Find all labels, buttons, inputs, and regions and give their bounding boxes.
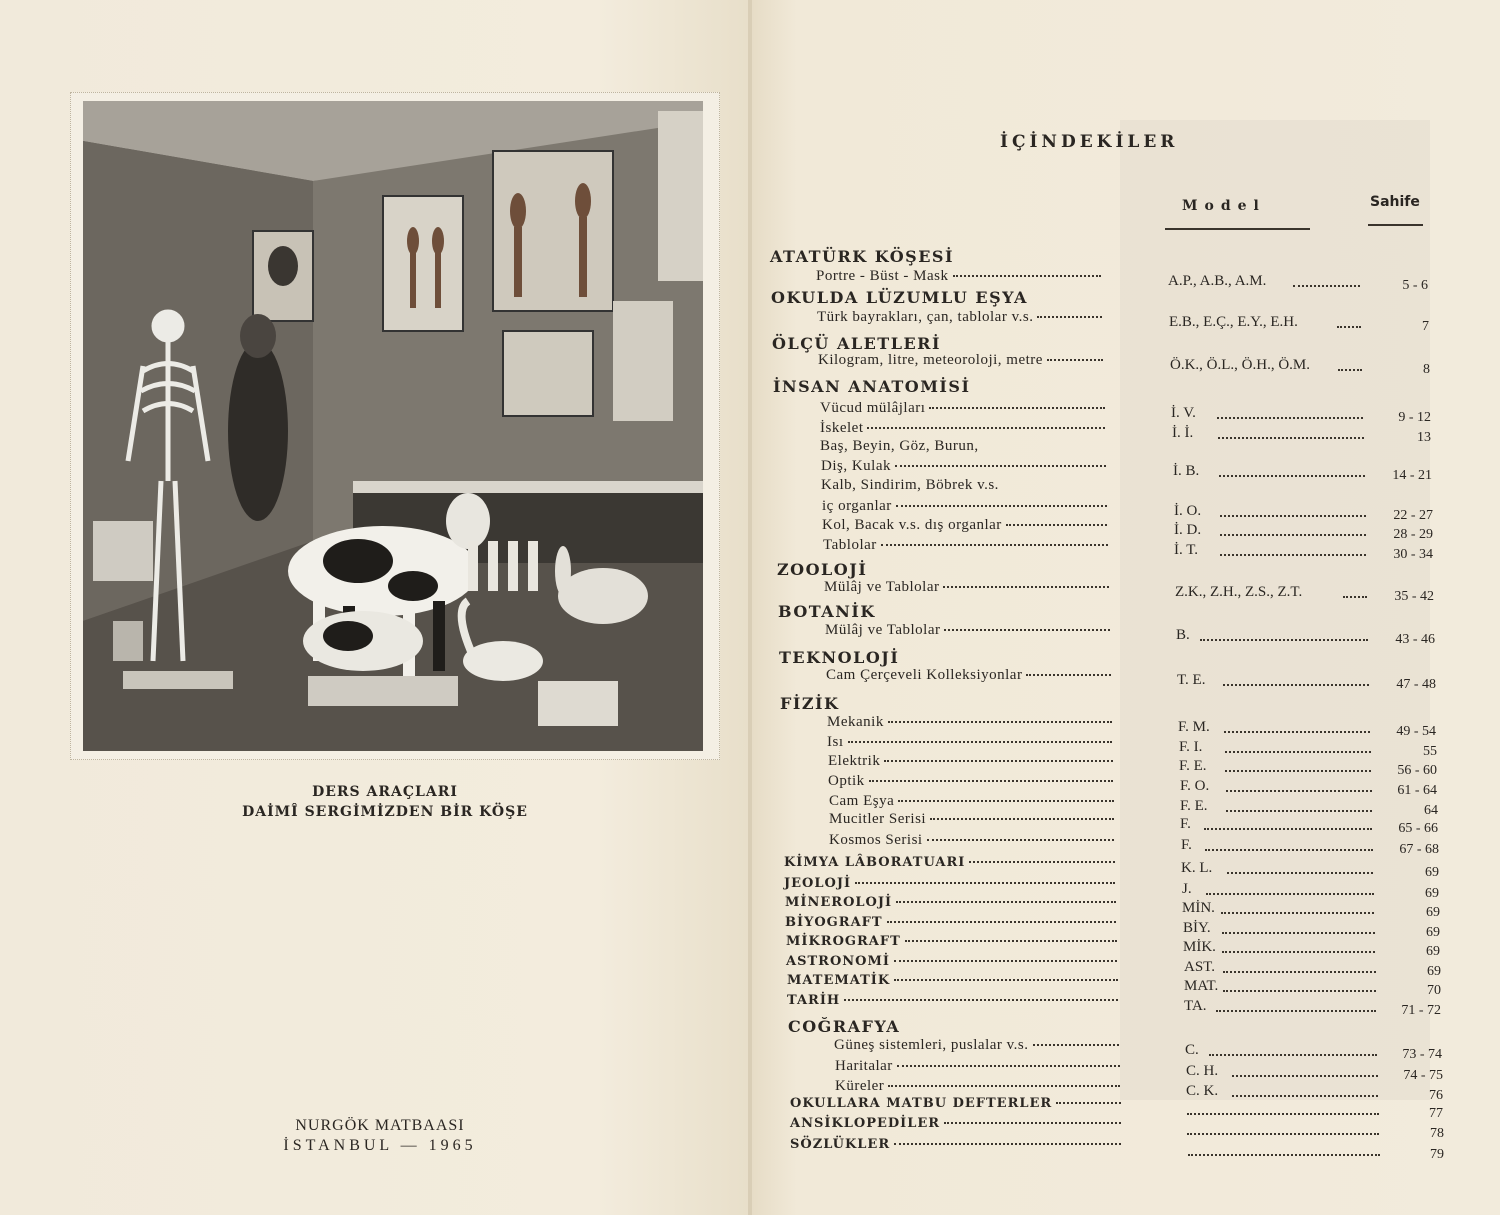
toc-page-number: 76 xyxy=(1429,1088,1443,1103)
dot-leader xyxy=(898,800,1114,802)
toc-model-code: MİN. xyxy=(1182,900,1215,916)
toc-entry-label: Mucitler Serisi xyxy=(829,811,927,827)
toc-model-code: İ. O. xyxy=(1174,503,1202,519)
toc-entry-label: KİMYA LÂBORATUARI xyxy=(784,855,966,870)
model-dot-leader xyxy=(1222,932,1375,934)
toc-entry xyxy=(788,1017,900,1036)
toc-page-number: 43 - 46 xyxy=(1395,632,1435,647)
dot-leader xyxy=(894,1143,1121,1145)
printer-name: NURGÖK MATBAASI xyxy=(295,1117,465,1134)
dot-leader xyxy=(848,741,1112,743)
toc-entry-label: ÖLÇÜ ALETLERİ xyxy=(772,334,941,353)
toc-entry xyxy=(771,288,1028,307)
toc-entry xyxy=(787,973,1118,988)
caption-line-2: DAİMÎ SERGİMİZDEN BİR KÖŞE xyxy=(242,804,528,820)
dot-leader xyxy=(953,275,1101,277)
toc-entry xyxy=(786,934,1117,949)
dot-leader xyxy=(1033,1044,1119,1046)
toc-page-number: 69 xyxy=(1425,886,1439,901)
model-dot-leader xyxy=(1220,554,1366,556)
model-dot-leader xyxy=(1187,1113,1379,1115)
model-dot-leader xyxy=(1338,369,1362,371)
model-dot-leader xyxy=(1206,893,1374,895)
model-dot-leader xyxy=(1226,810,1372,812)
toc-entry xyxy=(827,734,1112,751)
toc-entry xyxy=(790,1096,1121,1111)
toc-page-number: 28 - 29 xyxy=(1393,527,1433,542)
toc-entry xyxy=(772,334,941,353)
toc-page-number: 69 xyxy=(1425,865,1439,880)
toc-model-code: BİY. xyxy=(1183,920,1211,936)
dot-leader xyxy=(887,921,1116,923)
toc-entry xyxy=(822,498,1107,515)
toc-entry-label: Kilogram, litre, meteoroloji, metre xyxy=(818,352,1043,368)
model-dot-leader xyxy=(1232,1095,1378,1097)
toc-page-number: 55 xyxy=(1423,744,1437,759)
toc-page-number: 64 xyxy=(1424,803,1438,818)
toc-entry-label: Portre - Büst - Mask xyxy=(816,268,949,284)
toc-entry-label: BİYOGRAFT xyxy=(785,915,883,930)
exhibition-photo xyxy=(83,101,703,751)
toc-entry xyxy=(773,377,970,396)
toc-page-number: 30 - 34 xyxy=(1393,547,1433,562)
toc-entry xyxy=(820,400,1105,417)
toc-model-code: E.B., E.Ç., E.Y., E.H. xyxy=(1169,314,1298,330)
caption-line-1: DERS ARAÇLARI xyxy=(312,784,458,800)
toc-model-code: T. E. xyxy=(1177,672,1206,688)
toc-entry xyxy=(824,579,1109,596)
toc-page-number: 14 - 21 xyxy=(1392,468,1432,483)
toc-page-number: 47 - 48 xyxy=(1396,677,1436,692)
toc-model-code: F. O. xyxy=(1180,778,1210,794)
toc-entry xyxy=(835,1078,1120,1095)
toc-model-code: B. xyxy=(1176,627,1190,643)
model-dot-leader xyxy=(1205,849,1373,851)
column-header-model: Model xyxy=(1182,198,1266,214)
model-dot-leader xyxy=(1221,912,1374,914)
toc-model-code: TA. xyxy=(1184,998,1207,1014)
dot-leader xyxy=(867,427,1105,429)
toc-entry-label: Küreler xyxy=(835,1078,885,1094)
toc-entry-label: Optik xyxy=(828,773,865,789)
dot-leader xyxy=(905,940,1117,942)
toc-entry xyxy=(787,993,1118,1008)
dot-leader xyxy=(844,999,1118,1001)
model-dot-leader xyxy=(1220,534,1366,536)
toc-page-number: 49 - 54 xyxy=(1396,724,1436,739)
toc-page-number: 8 xyxy=(1423,362,1430,377)
dot-leader xyxy=(881,544,1108,546)
toc-model-code: F. E. xyxy=(1179,758,1207,774)
toc-entry-label: iç organlar xyxy=(822,498,892,514)
toc-page-number: 69 xyxy=(1426,925,1440,940)
dot-leader xyxy=(1037,316,1102,318)
toc-model-code: İ. İ. xyxy=(1172,425,1194,441)
toc-entry-label: Mekanik xyxy=(827,714,884,730)
toc-entry-label: MATEMATİK xyxy=(787,973,891,988)
toc-entry xyxy=(827,714,1112,731)
toc-page-number: 78 xyxy=(1430,1126,1444,1141)
toc-page-number: 35 - 42 xyxy=(1394,589,1434,604)
model-dot-leader xyxy=(1232,1075,1378,1077)
model-dot-leader xyxy=(1222,951,1375,953)
dot-leader xyxy=(1056,1102,1121,1104)
toc-entry xyxy=(820,438,979,455)
toc-entry-label: OKULLARA MATBU DEFTERLER xyxy=(790,1096,1053,1111)
dot-leader xyxy=(894,979,1118,981)
page-header-rule xyxy=(1368,224,1423,226)
dot-leader xyxy=(895,465,1106,467)
toc-model-code: C. K. xyxy=(1186,1083,1219,1099)
dot-leader xyxy=(894,960,1117,962)
toc-entry xyxy=(780,694,839,713)
model-header-rule xyxy=(1165,228,1310,230)
toc-entry-label: ZOOLOJİ xyxy=(777,560,868,579)
toc-model-code: K. L. xyxy=(1181,860,1213,876)
model-dot-leader xyxy=(1226,790,1372,792)
dot-leader xyxy=(897,1065,1120,1067)
toc-entry-label: BOTANİK xyxy=(778,602,876,621)
toc-entry-label: TARİH xyxy=(787,993,841,1008)
toc-entry xyxy=(826,667,1111,684)
dot-leader xyxy=(896,901,1116,903)
model-dot-leader xyxy=(1223,684,1369,686)
model-dot-leader xyxy=(1220,515,1366,517)
toc-entry-label: Türk bayrakları, çan, tablolar v.s. xyxy=(817,309,1034,325)
toc-entry-label: COĞRAFYA xyxy=(788,1017,901,1036)
toc-entry-label: SÖZLÜKLER xyxy=(790,1137,891,1152)
model-dot-leader xyxy=(1188,1154,1380,1156)
toc-page-number: 69 xyxy=(1427,964,1441,979)
model-dot-leader xyxy=(1293,285,1360,287)
toc-entry-label: Kalb, Sindirim, Böbrek v.s. xyxy=(821,477,999,493)
dot-leader xyxy=(888,721,1112,723)
toc-entry xyxy=(828,753,1113,770)
dot-leader xyxy=(1026,674,1111,676)
toc-model-code: İ. V. xyxy=(1171,405,1196,421)
toc-model-code: Ö.K., Ö.L., Ö.H., Ö.M. xyxy=(1170,357,1310,373)
toc-entry-label: FİZİK xyxy=(780,694,840,713)
dot-leader xyxy=(869,780,1113,782)
toc-model-code: F. M. xyxy=(1178,719,1210,735)
toc-model-code: İ. D. xyxy=(1174,522,1202,538)
photo-frame xyxy=(70,92,720,760)
toc-model-code: MİK. xyxy=(1183,939,1216,955)
dot-leader xyxy=(927,839,1114,841)
toc-entry xyxy=(770,247,954,266)
model-dot-leader xyxy=(1217,417,1363,419)
toc-entry-label: Cam Eşya xyxy=(829,793,895,809)
model-dot-leader xyxy=(1204,828,1372,830)
toc-entry xyxy=(786,954,1117,969)
toc-page-number: 74 - 75 xyxy=(1403,1068,1443,1083)
toc-entry-label: Diş, Kulak xyxy=(821,458,891,474)
dot-leader xyxy=(929,407,1105,409)
model-dot-leader xyxy=(1224,731,1370,733)
toc-entry xyxy=(829,811,1114,828)
printer-city-year: İSTANBUL — 1965 xyxy=(283,1137,477,1154)
dot-leader xyxy=(888,1085,1120,1087)
toc-entry xyxy=(834,1037,1119,1054)
toc-entry-label: Baş, Beyin, Göz, Burun, xyxy=(820,438,979,454)
toc-entry xyxy=(785,895,1116,910)
toc-model-code: J. xyxy=(1182,881,1192,897)
toc-entry-label: Cam Çerçeveli Kolleksiyonlar xyxy=(826,667,1023,683)
toc-page-number: 22 - 27 xyxy=(1393,508,1433,523)
toc-page-number: 79 xyxy=(1430,1147,1444,1162)
toc-entry xyxy=(828,773,1113,790)
model-dot-leader xyxy=(1187,1133,1379,1135)
toc-entry xyxy=(777,560,867,579)
printer-imprint xyxy=(230,1116,530,1156)
model-dot-leader xyxy=(1209,1054,1377,1056)
toc-entry xyxy=(790,1116,1121,1131)
model-dot-leader xyxy=(1218,437,1364,439)
toc-page-number: 5 - 6 xyxy=(1402,278,1428,293)
toc-entry xyxy=(784,855,1115,870)
toc-page-number: 77 xyxy=(1429,1106,1443,1121)
left-page xyxy=(0,0,748,1215)
toc-entry xyxy=(821,458,1106,475)
toc-entry-label: Mülâj ve Tablolar xyxy=(824,579,940,595)
toc-page-number: 70 xyxy=(1427,983,1441,998)
photo-caption xyxy=(200,782,570,822)
toc-page-number: 65 - 66 xyxy=(1398,821,1438,836)
toc-entry-label: Elektrik xyxy=(828,753,881,769)
toc-page-number: 56 - 60 xyxy=(1397,763,1437,778)
toc-entry xyxy=(784,876,1115,891)
toc-entry-label: ANSİKLOPEDİLER xyxy=(790,1116,941,1131)
toc-title: İÇİNDEKİLER xyxy=(1000,132,1179,152)
model-dot-leader xyxy=(1225,751,1371,753)
toc-page-number: 69 xyxy=(1426,905,1440,920)
toc-model-code: F. I. xyxy=(1179,739,1203,755)
toc-entry-label: Kol, Bacak v.s. dış organlar xyxy=(822,517,1002,533)
model-dot-leader xyxy=(1337,326,1361,328)
toc-entry-label: Kosmos Serisi xyxy=(829,832,923,848)
dot-leader xyxy=(943,586,1109,588)
toc-model-code: MAT. xyxy=(1184,978,1219,994)
toc-entry-label: MİKROGRAFT xyxy=(786,934,901,949)
toc-model-code: C. xyxy=(1185,1042,1199,1058)
toc-entry xyxy=(825,622,1110,639)
photo-illustration xyxy=(83,101,703,751)
toc-entry xyxy=(817,309,1102,326)
dot-leader xyxy=(969,861,1115,863)
toc-model-code: F. E. xyxy=(1180,798,1208,814)
toc-entry-label: İNSAN ANATOMİSİ xyxy=(773,377,971,396)
toc-entry-label: JEOLOJİ xyxy=(784,876,852,891)
toc-model-code: C. H. xyxy=(1186,1063,1219,1079)
toc-entry-label: Isı xyxy=(827,734,844,750)
toc-page-number: 7 xyxy=(1422,319,1429,334)
model-dot-leader xyxy=(1225,770,1371,772)
column-header-page: Sahife xyxy=(1370,194,1420,210)
toc-entry-label: İskelet xyxy=(820,420,864,436)
toc-entry-label: MİNEROLOJİ xyxy=(785,895,893,910)
dot-leader xyxy=(930,818,1114,820)
toc-entry-label: Güneş sistemleri, puslalar v.s. xyxy=(834,1037,1029,1053)
toc-model-code: A.P., A.B., A.M. xyxy=(1168,273,1267,289)
dot-leader xyxy=(896,505,1107,507)
toc-model-code: Z.K., Z.H., Z.S., Z.T. xyxy=(1175,584,1303,600)
toc-entry xyxy=(823,537,1108,554)
toc-entry xyxy=(779,648,899,667)
model-dot-leader xyxy=(1227,872,1373,874)
toc-page-number: 73 - 74 xyxy=(1402,1047,1442,1062)
toc-entry xyxy=(820,420,1105,437)
toc-model-code: AST. xyxy=(1184,959,1215,975)
toc-page-number: 67 - 68 xyxy=(1399,842,1439,857)
dot-leader xyxy=(855,882,1115,884)
toc-entry-label: Vücud mülâjları xyxy=(820,400,926,416)
toc-entry-label: OKULDA LÜZUMLU EŞYA xyxy=(771,288,1028,307)
toc-page-number: 13 xyxy=(1417,430,1431,445)
model-dot-leader xyxy=(1219,475,1365,477)
toc-entry xyxy=(829,832,1114,849)
toc-entry-label: Mülâj ve Tablolar xyxy=(825,622,941,638)
dot-leader xyxy=(944,629,1110,631)
dot-leader xyxy=(884,760,1113,762)
toc-model-code: F. xyxy=(1181,837,1192,853)
toc-entry xyxy=(778,602,876,621)
toc-entry xyxy=(816,268,1101,285)
dot-leader xyxy=(1047,359,1103,361)
model-dot-leader xyxy=(1223,990,1376,992)
toc-entry xyxy=(822,517,1107,534)
toc-model-code: İ. B. xyxy=(1173,463,1200,479)
toc-entry xyxy=(785,915,1116,930)
toc-page-number: 71 - 72 xyxy=(1401,1003,1441,1018)
toc-entry-label: ASTRONOMİ xyxy=(786,954,890,969)
toc-entry-label: Haritalar xyxy=(835,1058,893,1074)
toc-entry xyxy=(829,793,1114,810)
toc-entry xyxy=(821,477,999,494)
toc-entry xyxy=(790,1137,1121,1152)
toc-entry-label: Tablolar xyxy=(823,537,877,553)
dot-leader xyxy=(1006,524,1107,526)
model-dot-leader xyxy=(1200,639,1368,641)
toc-model-code: F. xyxy=(1180,816,1191,832)
dot-leader xyxy=(944,1122,1121,1124)
toc-page-number: 61 - 64 xyxy=(1397,783,1437,798)
toc-page-number: 69 xyxy=(1426,944,1440,959)
toc-model-code: İ. T. xyxy=(1174,542,1199,558)
model-dot-leader xyxy=(1223,971,1376,973)
toc-entry xyxy=(818,352,1103,369)
toc-entry-label: ATATÜRK KÖŞESİ xyxy=(770,247,954,266)
toc-entry xyxy=(835,1058,1120,1075)
toc-entry-label: TEKNOLOJİ xyxy=(779,648,900,667)
toc-page-number: 9 - 12 xyxy=(1398,410,1431,425)
model-dot-leader xyxy=(1216,1010,1376,1012)
